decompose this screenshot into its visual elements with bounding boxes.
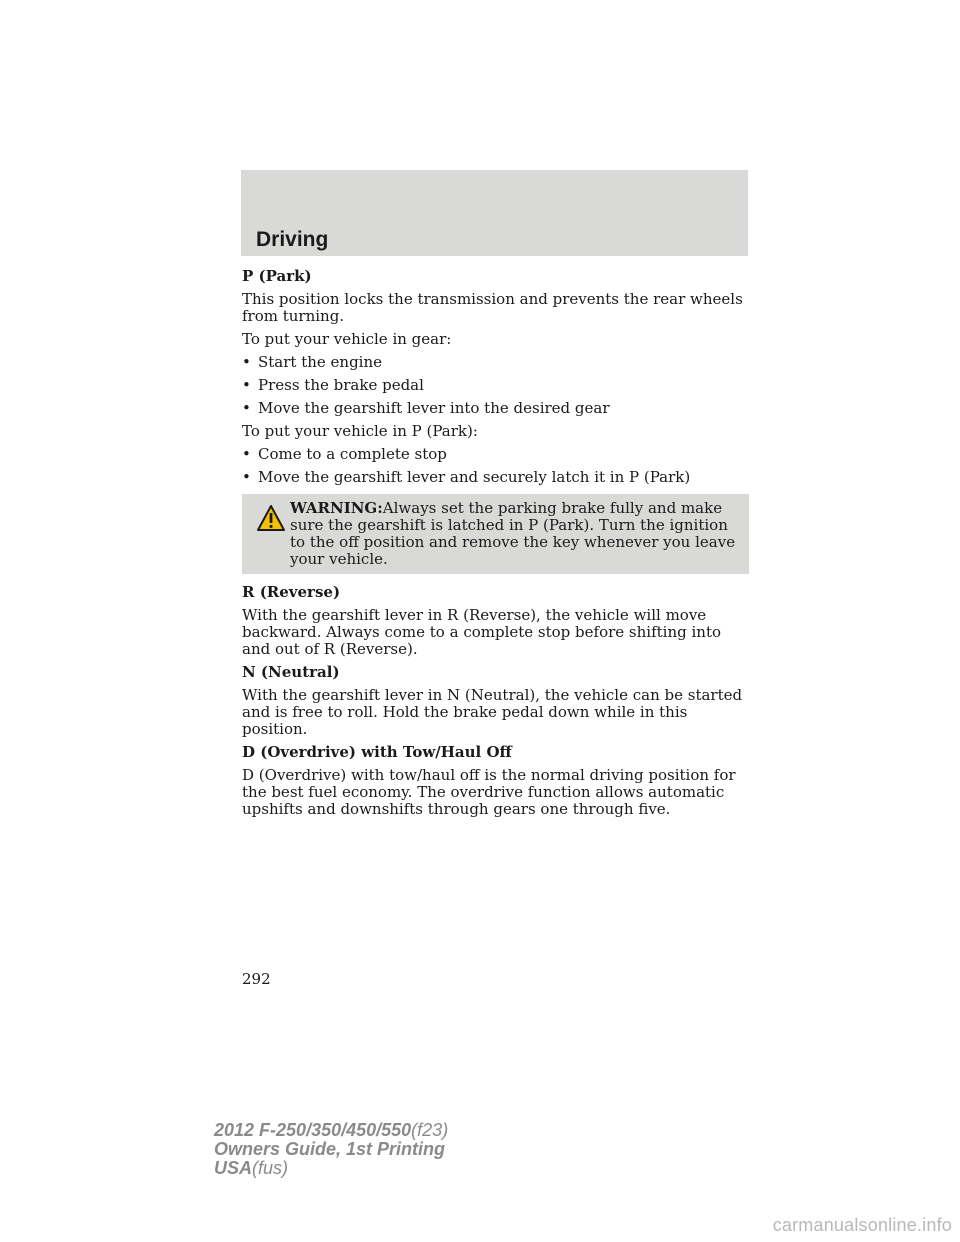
- watermark-link[interactable]: carmanualsonline.info: [772, 1215, 952, 1235]
- footer-model-code: (f23): [411, 1120, 449, 1140]
- in-gear-steps: [242, 354, 752, 417]
- list-item: • Move the gearshift lever into the desired gear: [242, 400, 752, 417]
- page-number: 292: [242, 970, 271, 988]
- list-item: • Start the engine: [242, 354, 752, 371]
- in-gear-intro: To put your vehicle in gear:: [242, 330, 452, 348]
- neutral-heading: N (Neutral): [242, 663, 340, 681]
- footer-guide: Owners Guide, 1st Printing: [214, 1139, 446, 1159]
- overdrive-description: D (Overdrive) with tow/haul off is the normal driving position for the best fuel economy. The overdrive function allows automatic upshifts and downshifts through gears one through five.: [242, 766, 736, 818]
- footer-imprint: [214, 1121, 448, 1178]
- warning-text: [242, 500, 741, 568]
- overdrive-heading: D (Overdrive) with Tow/Haul Off: [242, 743, 512, 761]
- warning-box: [242, 494, 749, 574]
- list-item: • Come to a complete stop: [242, 446, 752, 463]
- page-content: [242, 268, 752, 824]
- list-item: • Press the brake pedal: [242, 377, 752, 394]
- to-park-steps: [242, 446, 752, 486]
- warning-triangle-icon: [256, 504, 286, 532]
- warning-body: Always set the parking brake fully and make sure the gearshift is latched in P (Park). Turn the ignition to the off position and remove the key whenever you leave your vehicle.: [290, 499, 736, 568]
- reverse-description: With the gearshift lever in R (Reverse), the vehicle will move backward. Always come to a complete stop before shifting into and out of R (Reverse).: [242, 606, 722, 658]
- warning-label: WARNING:: [290, 499, 383, 517]
- to-park-intro: To put your vehicle in P (Park):: [242, 422, 478, 440]
- park-heading: P (Park): [242, 267, 312, 285]
- footer-region: USA: [214, 1158, 253, 1178]
- list-item: • Move the gearshift lever and securely latch it in P (Park): [242, 469, 752, 486]
- neutral-description: With the gearshift lever in N (Neutral), the vehicle can be started and is free to roll. Hold the brake pedal down while in this position.: [242, 686, 743, 738]
- park-description: This position locks the transmission and prevents the rear wheels from turning.: [242, 290, 743, 325]
- footer-region-code: (fus): [252, 1158, 289, 1178]
- reverse-heading: R (Reverse): [242, 583, 341, 601]
- section-title: Driving: [256, 228, 329, 251]
- footer-model: 2012 F-250/350/450/550: [214, 1120, 412, 1140]
